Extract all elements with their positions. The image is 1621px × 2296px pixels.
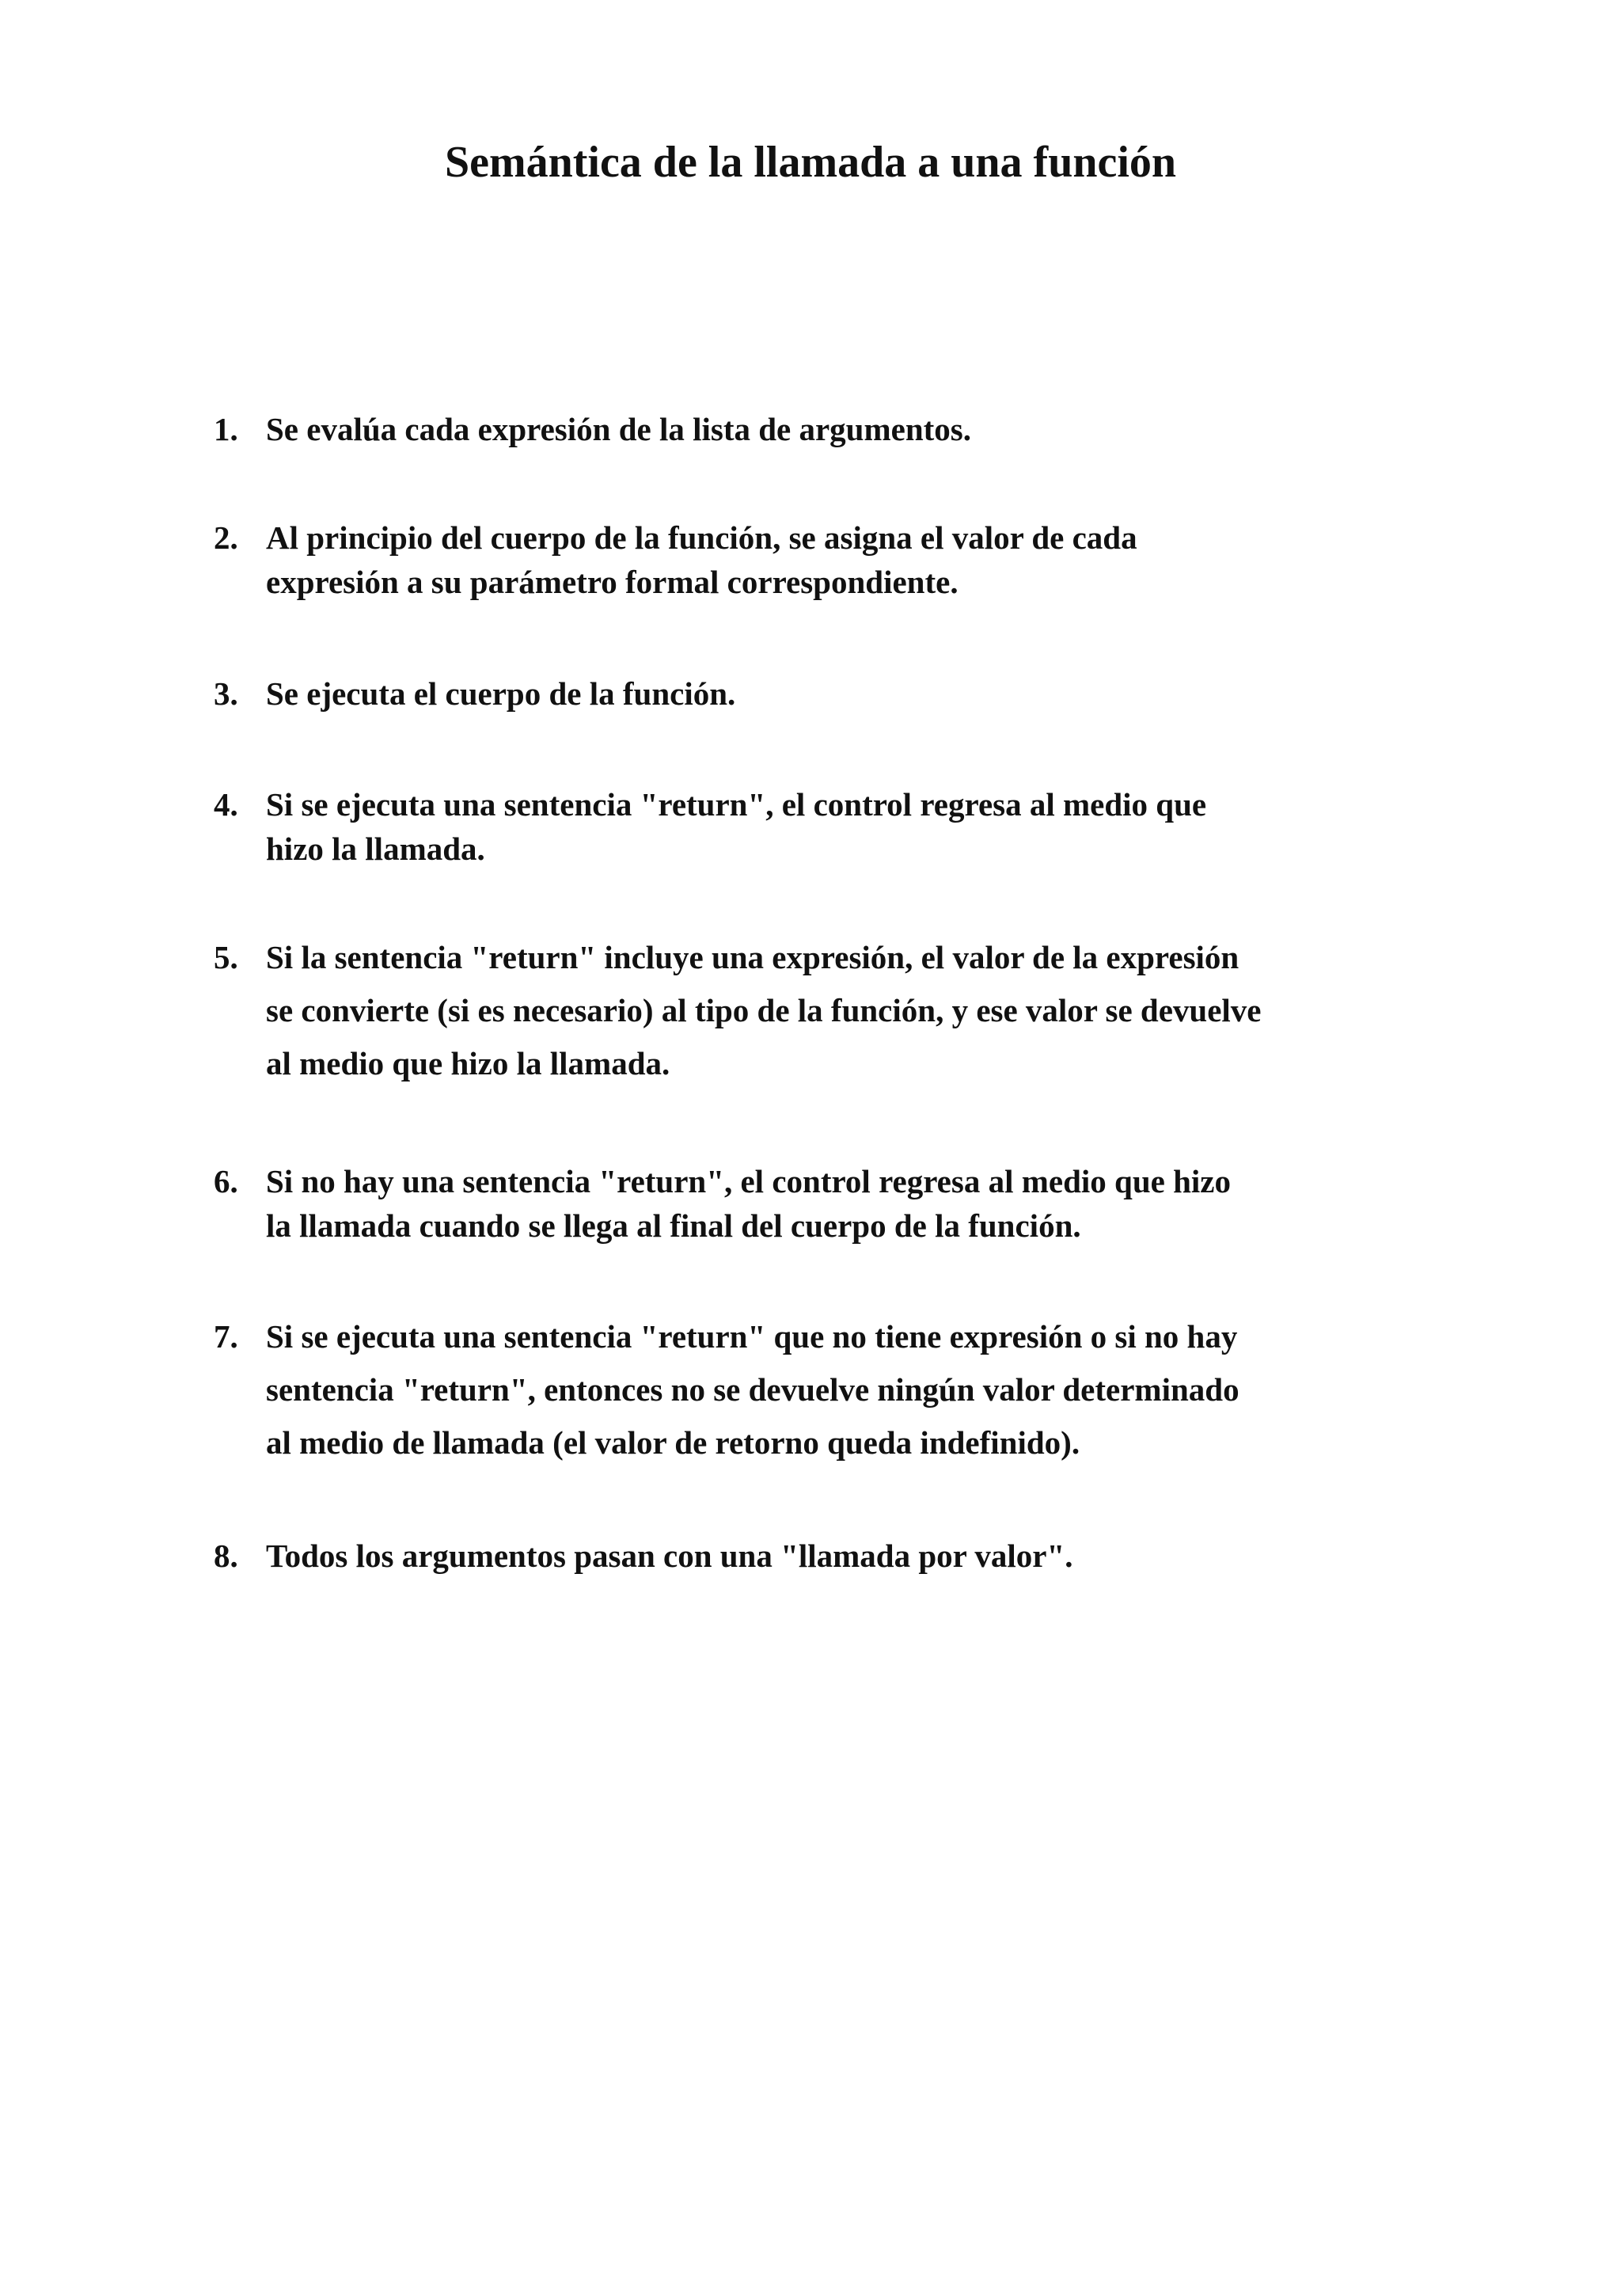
list-item-text: Si no hay una sentencia "return", el control regresa al medio que hizo la llamada cuando se llega al final del cuerpo de la función. (266, 1163, 1231, 1244)
list-item-number: 7. (214, 1318, 238, 1355)
list-item-text: Se ejecuta el cuerpo de la función. (266, 675, 736, 712)
list-item-text: Se evalúa cada expresión de la lista de argumentos. (266, 411, 971, 447)
list-item-number: 8. (214, 1538, 238, 1574)
list-item-text: Si se ejecuta una sentencia "return", el control regresa al medio que hizo la llamada. (266, 786, 1207, 867)
list-item-text: Si se ejecuta una sentencia "return" que no tiene expresión o si no hay sentencia "return", entonces no se devuelve ningún valor determinado al medio de llamada (el valor de retorno queda indefinido). (266, 1318, 1239, 1461)
list-item-number: 4. (214, 786, 238, 823)
list-item-number: 5. (214, 939, 238, 975)
list-item-number: 1. (214, 411, 238, 447)
list-item-text: Todos los argumentos pasan con una "llamada por valor". (266, 1538, 1073, 1574)
list-item-number: 6. (214, 1163, 238, 1199)
list-item-number: 2. (214, 519, 238, 556)
list-item-text: Si la sentencia "return" incluye una expresión, el valor de la expresión se convierte (si es necesario) al tipo de la función, y ese valor se devuelve al medio que hizo la llamada. (266, 939, 1262, 1081)
list-item-number: 3. (214, 675, 238, 712)
page-title: Semántica de la llamada a una función (444, 138, 1177, 187)
list-item-text: Al principio del cuerpo de la función, se asigna el valor de cada expresión a su parámetro formal correspondiente. (266, 519, 1137, 600)
